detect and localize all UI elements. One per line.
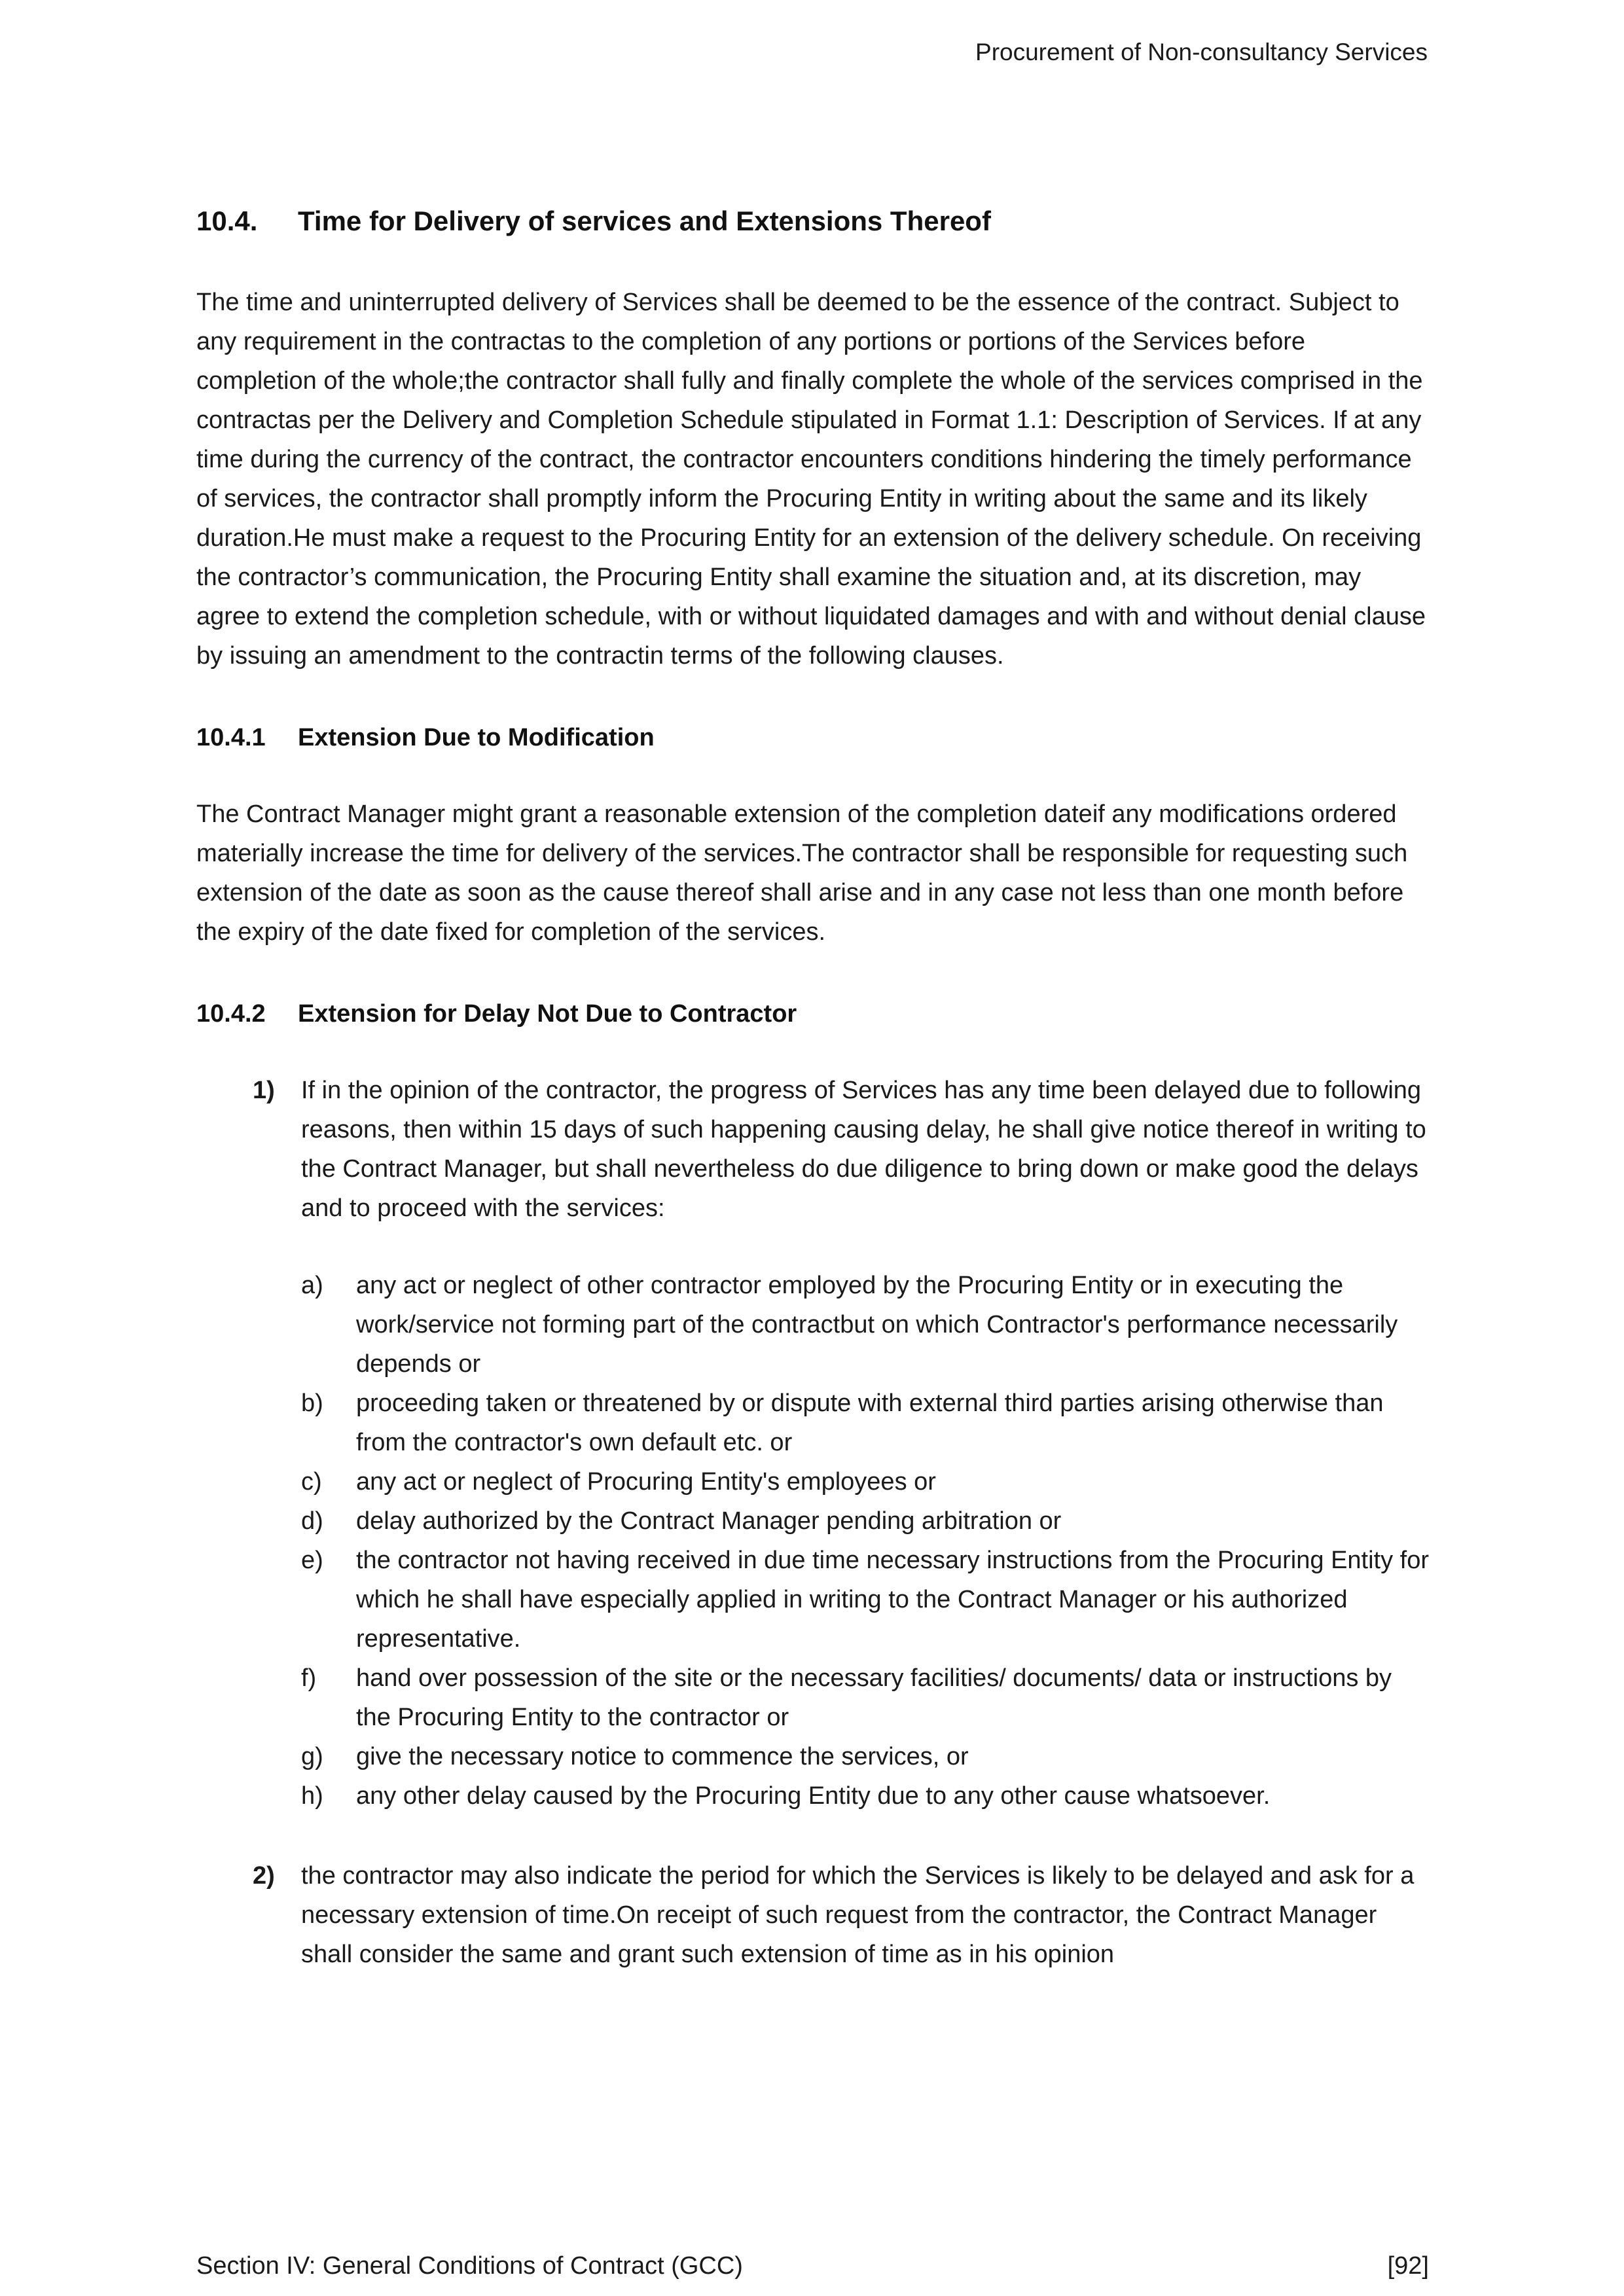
- list-item-marker: e): [301, 1547, 323, 1574]
- running-header: [975, 38, 1428, 67]
- list-item-text: hand over possession of the site or the necessary facilities/ documents/ data or instructions by the Procuring Entity to the contractor or: [356, 1664, 1392, 1731]
- section-title: Time for Delivery of services and Extensions Thereof: [298, 206, 991, 236]
- list-item-marker: b): [301, 1390, 323, 1417]
- subsection-heading-2: [196, 997, 1429, 1030]
- list-item: [196, 1501, 1429, 1541]
- footer-section-label: Section IV: General Conditions of Contract (GCC): [196, 2252, 743, 2280]
- numbered-item-1-text: If in the opinion of the contractor, the progress of Services has any time been delayed due to following reasons, then within 15 days of such happening causing delay, he shall give notice thereof in writing to the Contract Manager, but shall nevertheless do due diligence to bring down or make good the delays and to proceed with the services:: [301, 1077, 1426, 1222]
- subsection-2-title: Extension for Delay Not Due to Contractor: [298, 1000, 797, 1028]
- list-item-marker: d): [301, 1507, 323, 1535]
- footer-page-number: [92]: [1387, 2252, 1429, 2280]
- list-item: [196, 1737, 1429, 1776]
- list-item-marker: h): [301, 1782, 323, 1810]
- list-item: [196, 1659, 1429, 1737]
- list-item-marker: g): [301, 1743, 323, 1770]
- list-item-marker: f): [301, 1664, 317, 1692]
- list-item: [196, 1541, 1429, 1659]
- section-intro-paragraph: The time and uninterrupted delivery of Services shall be deemed to be the essence of the contract. Subject to any requirement in the contractas to the completion of any portions or portions of the Services before completion of the whole;the contractor shall fully and finally complete the whole of the services comprised in the contractas per the Delivery and Completion Schedule stipulated in Format 1.1: Description of Services. If at any time during the currency of the contract, the contractor encounters conditions hindering the timely performance of services, the contractor shall promptly inform the Procuring Entity in writing about the same and its likely duration.He must make a request to the Procuring Entity for an extension of the delivery schedule. On receiving the contractor’s communication, the Procuring Entity shall examine the situation and, at its discretion, may agree to extend the completion schedule, with or without liquidated damages and with and without denial clause by issuing an amendment to the contractin terms of the following clauses.: [196, 289, 1426, 670]
- list-item-text: any act or neglect of other contractor employed by the Procuring Entity or in executing the work/service not forming part of the contractbut on which Contractor's performance necessarily depends or: [356, 1272, 1398, 1378]
- numbered-item-2-text: the contractor may also indicate the period for which the Services is likely to be delayed and ask for a necessary extension of time.On receipt of such request from the contractor, the Contract Manager shall consider the same and grant such extension of time as in his opinion: [301, 1862, 1415, 1968]
- list-item-text: give the necessary notice to commence the services, or: [356, 1743, 969, 1770]
- numbered-item-1: [196, 1071, 1429, 1228]
- list-item-marker: a): [301, 1272, 323, 1299]
- lettered-list: [196, 1266, 1429, 1816]
- numbered-item-2-marker: 2): [253, 1862, 275, 1890]
- section-heading: [196, 204, 1429, 238]
- list-item-text: any act or neglect of Procuring Entity's employees or: [356, 1468, 936, 1496]
- list-item-text: delay authorized by the Contract Manager pending arbitration or: [356, 1507, 1062, 1535]
- list-item: [196, 1384, 1429, 1462]
- numbered-item-2: [196, 1856, 1429, 1974]
- subsection-1-title: Extension Due to Modification: [298, 724, 655, 751]
- list-item: [196, 1776, 1429, 1816]
- list-item: [196, 1462, 1429, 1501]
- subsection-heading-1: [196, 721, 1429, 754]
- list-item-text: any other delay caused by the Procuring Entity due to any other cause whatsoever.: [356, 1782, 1271, 1810]
- list-item-text: proceeding taken or threatened by or dispute with external third parties arising otherwise than from the contractor's own default etc. or: [356, 1390, 1384, 1456]
- subsection-1-paragraph: The Contract Manager might grant a reasonable extension of the completion dateif any modifications ordered materially increase the time for delivery of the services.The contractor shall be responsible for requesting such extension of the date as soon as the cause thereof shall arise and in any case not less than one month before the expiry of the date fixed for completion of the services.: [196, 800, 1408, 946]
- page-footer: [196, 2250, 1429, 2282]
- list-item-marker: c): [301, 1468, 322, 1496]
- subsection-2-number: 10.4.2: [196, 1000, 266, 1028]
- running-header-title: Procurement of Non-consultancy Services: [975, 39, 1428, 65]
- section-number: 10.4.: [196, 206, 258, 236]
- list-item: [196, 1266, 1429, 1384]
- subsection-1-number: 10.4.1: [196, 724, 266, 751]
- list-item-text: the contractor not having received in due time necessary instructions from the Procuring Entity for which he shall have especially applied in writing to the Contract Manager or his authorized representative.: [356, 1547, 1430, 1653]
- numbered-item-1-marker: 1): [253, 1077, 275, 1104]
